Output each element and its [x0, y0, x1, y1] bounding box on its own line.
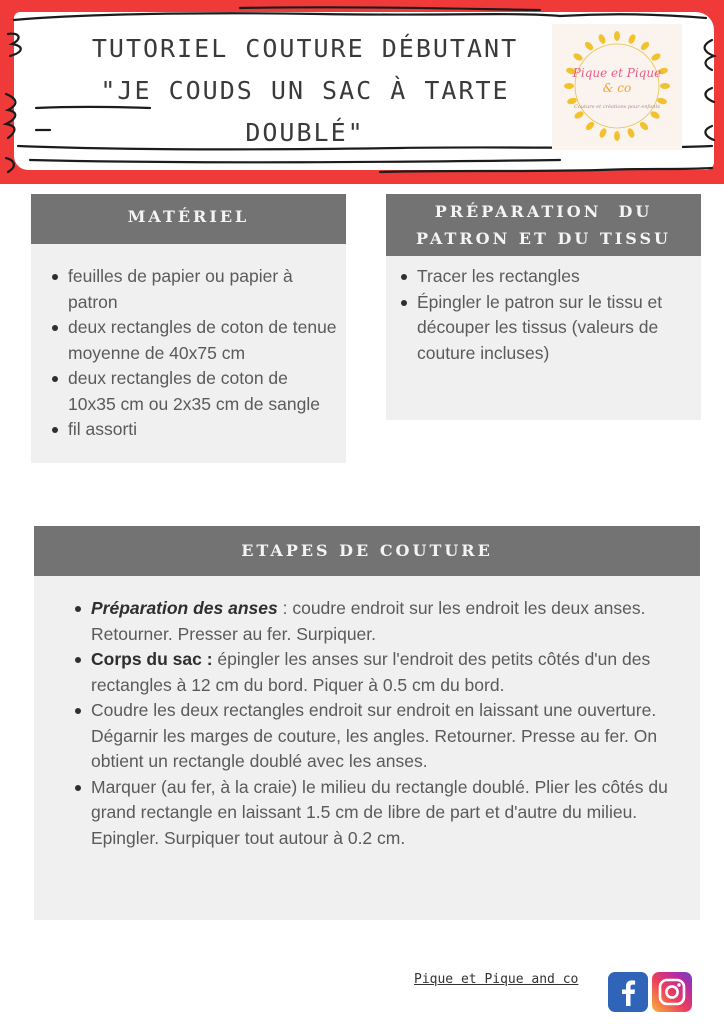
- step-text: : coudre endroit sur les endroit les deux anses. Retourner. Presser au fer. Surpiquer.: [91, 598, 646, 644]
- list-item: [71, 647, 691, 698]
- etapes-list: [71, 596, 691, 851]
- title-line-2: "JE COUDS UN SAC À TARTE DOUBLÉ": [100, 76, 510, 147]
- etapes-heading: ETAPES DE COUTURE: [34, 526, 700, 576]
- step-text: Coudre les deux rectangles endroit sur endroit en laissant une ouverture. Dégarnir les marges de couture, les angles. Retourner. Presse au fer. On obtient un rectangle doublé avec les anses.: [91, 700, 658, 771]
- list-item: [71, 596, 691, 647]
- title-line-1: TUTORIEL COUTURE DÉBUTANT: [91, 34, 519, 63]
- list-item: fil assorti: [48, 417, 338, 443]
- facebook-icon[interactable]: [608, 972, 648, 1012]
- logo-name-line-2: & co: [602, 81, 632, 95]
- preparation-section: [386, 194, 701, 420]
- brand-link[interactable]: Pique et Pique and co: [414, 972, 579, 987]
- logo-tagline: Couture et créations pour enfants: [573, 104, 661, 110]
- list-item: feuilles de papier ou papier à patron: [48, 264, 338, 315]
- step-text: épingler les anses sur l'endroit des petits côtés d'un des rectangles à 12 cm du bord. Piquer à 0.5 cm du bord.: [91, 649, 651, 695]
- preparation-heading-line-1: PRÉPARATION DU: [434, 202, 653, 221]
- list-item: Tracer les rectangles: [397, 264, 693, 290]
- logo-name: [552, 66, 682, 96]
- list-item: deux rectangles de coton de tenue moyenne de 40x75 cm: [48, 315, 338, 366]
- materiel-section: [31, 194, 346, 463]
- list-item: Épingler le patron sur le tissu et découper les tissus (valeurs de couture incluses): [397, 290, 693, 367]
- preparation-list: [397, 264, 693, 366]
- materiel-list: [48, 264, 338, 443]
- page-title: [40, 28, 570, 154]
- preparation-heading-line-2: PATRON ET DU TISSU: [416, 229, 671, 248]
- list-item: [71, 698, 691, 775]
- list-item: [71, 775, 691, 852]
- step-lead: Préparation des anses: [91, 598, 278, 618]
- facebook-glyph: [608, 972, 648, 1012]
- etapes-section: [34, 526, 700, 920]
- step-text: Marquer (au fer, à la craie) le milieu du rectangle doublé. Plier les côtés du grand rectangle en laissant 1.5 cm de libre de part et d'autre du milieu. Epingler. Surpiquer tout autour à 0.2 cm.: [91, 776, 668, 848]
- instagram-glyph: [652, 972, 692, 1012]
- step-lead: Corps du sac :: [91, 649, 213, 669]
- preparation-heading: [386, 194, 701, 256]
- logo-name-line-1: Pique et Pique: [572, 66, 662, 80]
- materiel-heading: MATÉRIEL: [31, 194, 346, 244]
- list-item: deux rectangles de coton de 10x35 cm ou 2x35 cm de sangle: [48, 366, 338, 417]
- instagram-icon[interactable]: [652, 972, 692, 1012]
- brand-logo: [552, 24, 682, 150]
